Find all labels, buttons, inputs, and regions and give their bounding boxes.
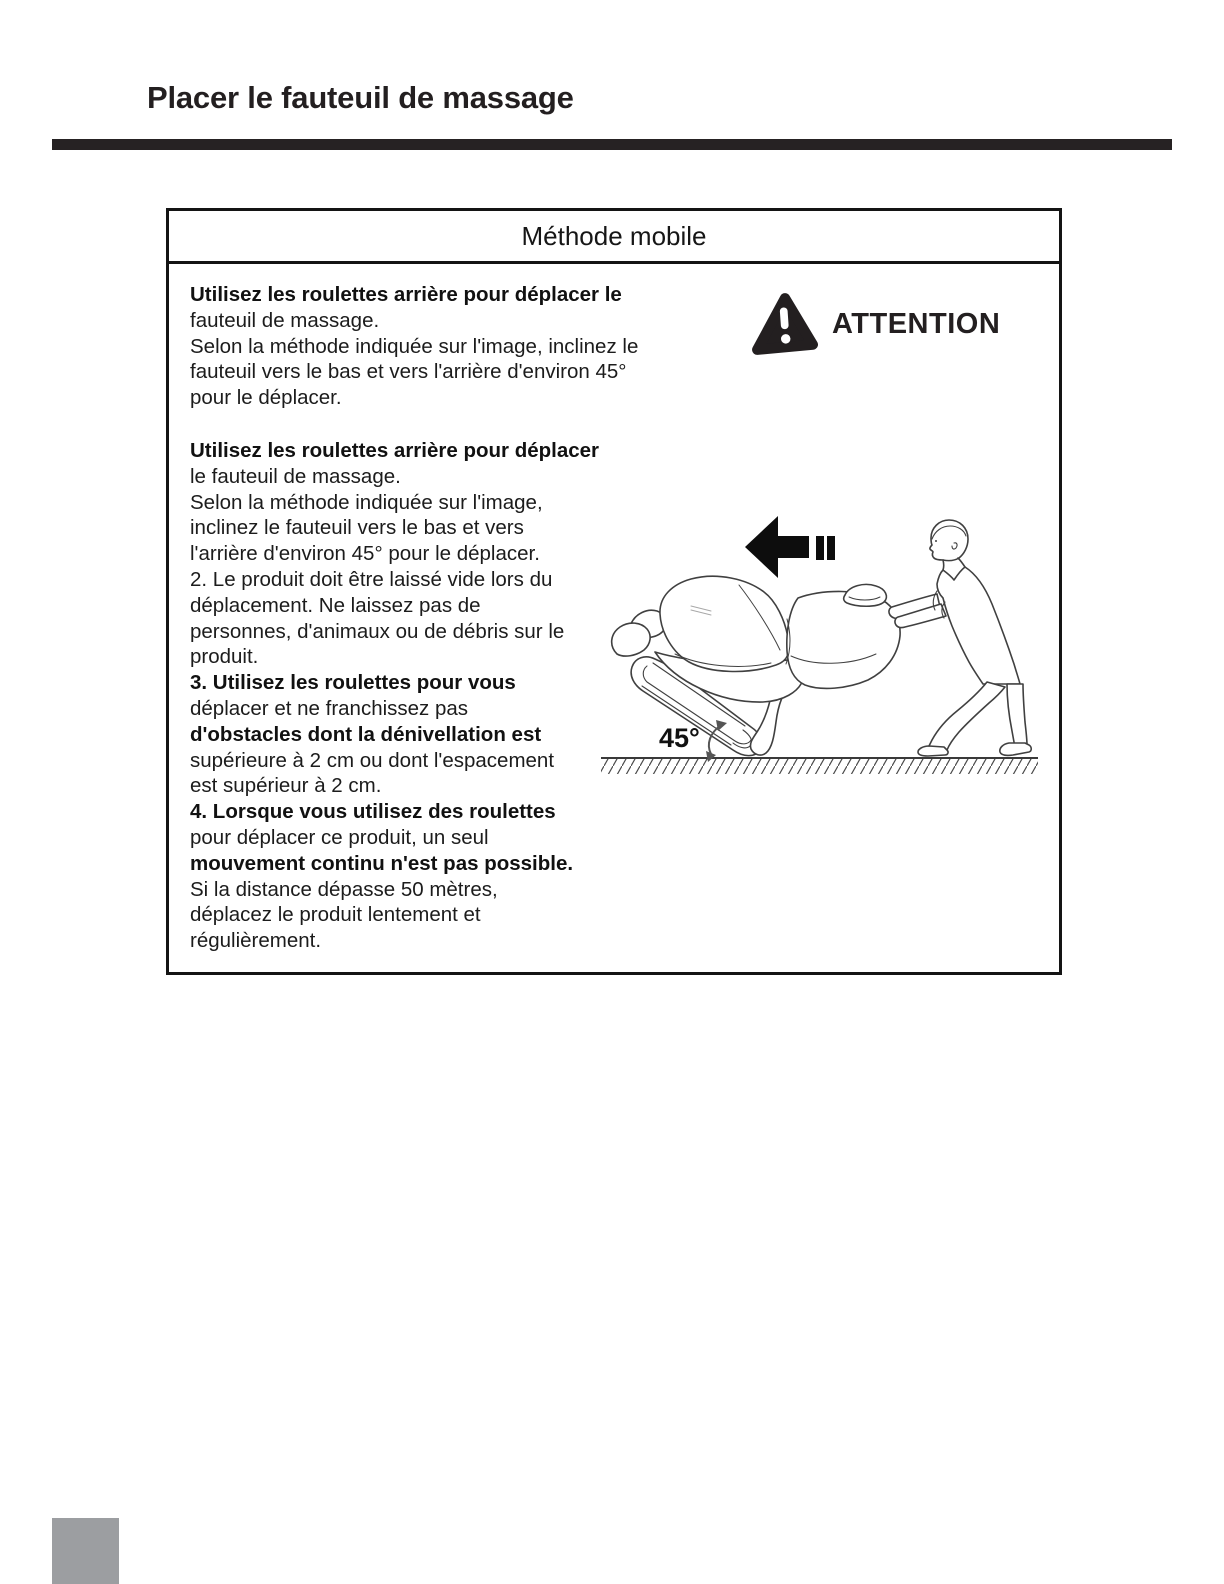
text-line: Utilisez les roulettes arrière pour déplacer xyxy=(190,439,600,462)
text-line: supérieure à 2 cm ou dont l'espacement xyxy=(190,748,555,772)
text-line: d'obstacles dont la dénivellation est xyxy=(190,722,542,746)
text-line: Selon la méthode indiquée sur l'image, inclinez le xyxy=(190,334,639,358)
text-line: inclinez le fauteuil vers le bas et vers xyxy=(190,516,524,540)
panel-body xyxy=(169,264,1059,968)
person-figure xyxy=(889,520,1031,756)
footer-gray-block xyxy=(52,1518,119,1584)
text-line: Utilisez les roulettes arrière pour déplacer le xyxy=(190,283,622,306)
attention-label: ATTENTION xyxy=(832,307,1001,340)
text-line: fauteuil vers le bas et vers l'arrière d'environ 45° xyxy=(190,360,627,384)
text-line: déplacez le produit lentement et xyxy=(190,903,481,927)
warning-triangle-icon xyxy=(750,292,818,356)
chair-move-illustration xyxy=(595,494,1045,784)
panel-header: Méthode mobile xyxy=(169,211,1059,264)
text-line: personnes, d'animaux ou de débris sur le xyxy=(190,619,565,643)
text-line: pour déplacer ce produit, un seul xyxy=(190,825,489,849)
text-line: fauteuil de massage. xyxy=(190,308,380,332)
angle-label: 45° xyxy=(659,723,700,753)
method-panel xyxy=(166,208,1062,975)
ground-hatch xyxy=(601,758,1038,774)
instruction-paragraph-2 xyxy=(190,438,599,954)
massage-chair-drawing xyxy=(612,576,900,755)
text-line: déplacer et ne franchissez pas xyxy=(190,696,469,720)
attention-banner xyxy=(750,292,1000,356)
text-line: déplacement. Ne laissez pas de xyxy=(190,593,481,617)
text-line: est supérieur à 2 cm. xyxy=(190,774,382,798)
text-line: le fauteuil de massage. xyxy=(190,464,401,488)
title-rule xyxy=(52,139,1172,150)
text-line: Selon la méthode indiquée sur l'image, xyxy=(190,490,543,514)
page-title: Placer le fauteuil de massage xyxy=(147,80,574,115)
text-line: régulièrement. xyxy=(190,929,322,953)
move-arrow-icon xyxy=(745,516,835,578)
text-line: pour le déplacer. xyxy=(190,386,342,410)
text-line: 4. Lorsque vous utilisez des roulettes xyxy=(190,800,556,824)
text-line: mouvement continu n'est pas possible. xyxy=(190,851,574,875)
text-line: produit. xyxy=(190,645,259,669)
text-line: l'arrière d'environ 45° pour le déplacer. xyxy=(190,542,540,566)
text-line: Si la distance dépasse 50 mètres, xyxy=(190,877,498,901)
instruction-paragraph-1 xyxy=(190,282,638,411)
text-line: 2. Le produit doit être laissé vide lors du xyxy=(190,567,553,591)
text-line: 3. Utilisez les roulettes pour vous xyxy=(190,671,516,695)
